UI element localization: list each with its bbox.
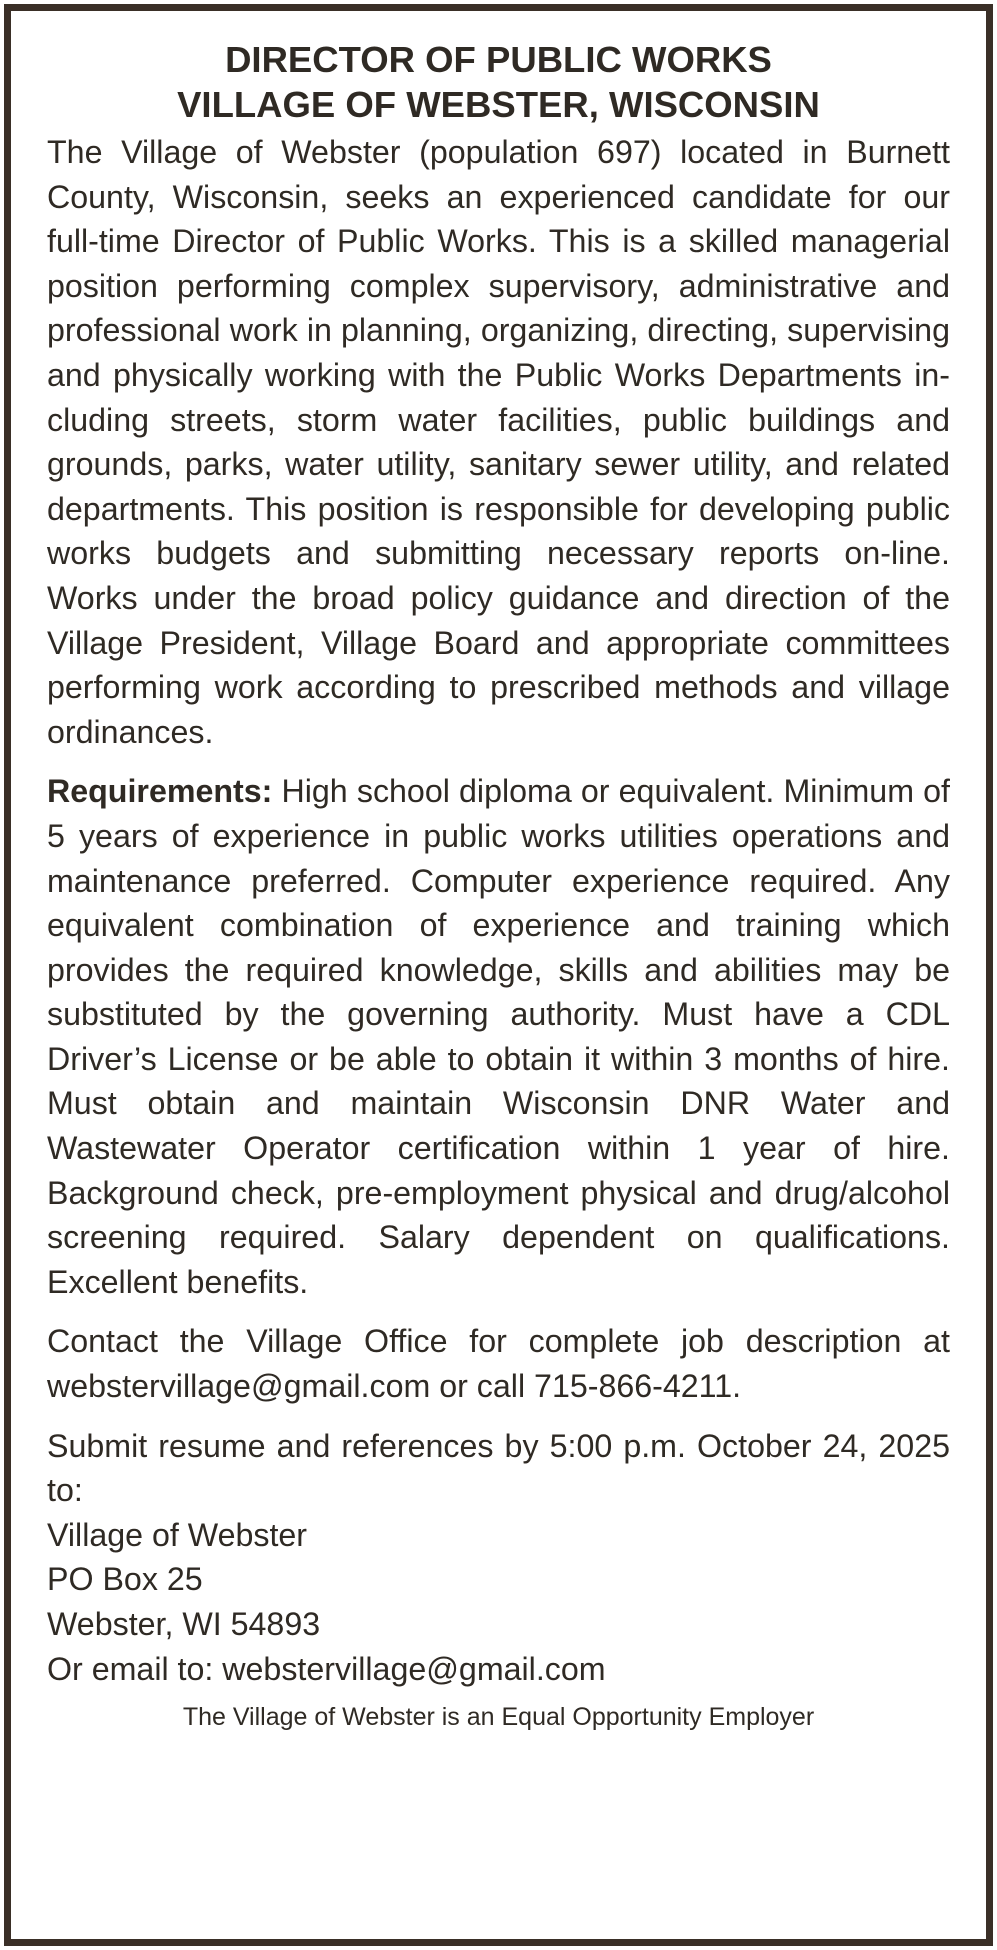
- intro-paragraph: The Village of Webster (population 697) located in Burnett County, Wisconsin, seeks an experienced candidate for our full-time Director of Public Works. This is a skilled managerial position performing complex supervisory, administrative and professional work in planning, organizing, directing, supervising and physically working with the Public Works Departments including streets, storm water facilities, public buildings and grounds, parks, water utility, sanitary sewer utility, and related departments. This position is responsible for developing public works budgets and submitting necessary reports on-line. Works under the broad policy guidance and direction of the Village President, Village Board and appropriate committees performing work according to prescribed methods and village ordinances.: [47, 134, 950, 750]
- address-line-1: Village of Webster: [47, 1516, 308, 1553]
- ad-body: [47, 130, 950, 1691]
- submit-section: [47, 1424, 950, 1692]
- email-line: Or email to: webstervillage@gmail.com: [47, 1650, 606, 1687]
- title-line-1: DIRECTOR OF PUBLIC WORKS: [225, 39, 772, 80]
- contact-paragraph: Contact the Village Office for complete job description at webstervillage@gmail.com or call 715-866-4211.: [47, 1323, 950, 1405]
- requirements-text: High school diploma or equivalent. Minimum of 5 years of experience in public works utilities operations and maintenance preferred. Computer experience required. Any equivalent combination of experience and training which provides the required knowledge, skills and abilities may be substituted by the governing authority. Must have a CDL Driver’s License or be able to obtain it within 3 months of hire. Must obtain and maintain Wisconsin DNR Water and Wastewater Operator certification within 1 year of hire. Background check, pre-employment physical and drug/alcohol screening required. Salary dependent on qualifications. Excellent benefits.: [47, 773, 950, 1300]
- ad-title: [47, 37, 950, 127]
- job-advertisement: [4, 4, 993, 1946]
- submit-text: Submit resume and references by 5:00 p.m. October 24, 2025 to:: [47, 1427, 950, 1509]
- address-line-2: PO Box 25: [47, 1561, 203, 1598]
- requirements-paragraph: [47, 769, 950, 1304]
- requirements-label: Requirements:: [47, 773, 273, 810]
- address-line-3: Webster, WI 54893: [47, 1606, 321, 1642]
- equal-opportunity-footer: The Village of Webster is an Equal Opportunity Employer: [182, 1703, 815, 1732]
- title-line-2: VILLAGE OF WEBSTER, WISCONSIN: [177, 84, 820, 125]
